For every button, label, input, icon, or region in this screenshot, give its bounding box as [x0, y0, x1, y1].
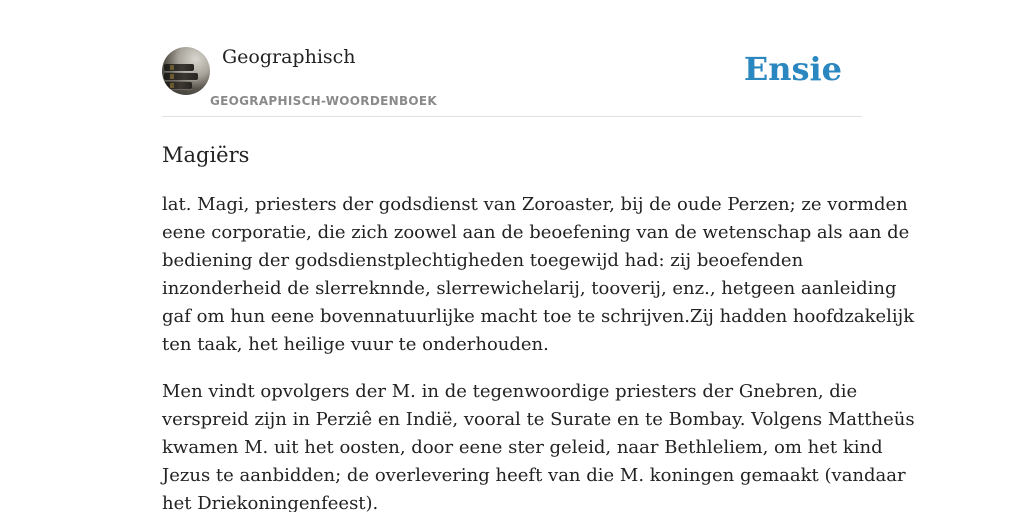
text-line: kwamen M. uit het oosten, door eene ster geleid, naar Bethleliem, om het kind — [162, 437, 883, 458]
source-subtitle[interactable]: GEOGRAPHISCH-WOORDENBOEK — [210, 94, 437, 108]
book-shape — [164, 64, 194, 71]
article-paragraph — [162, 378, 915, 512]
text-line: lat. Magi, priesters der godsdienst van Zoroaster, bij de oude Perzen; ze vormden — [162, 194, 908, 215]
text-line: bediening der godsdienstplechtigheden toegewijd had: zij beoefenden — [162, 250, 804, 271]
text-line: inzonderheid de slerreknnde, slerrewichelarij, tooverij, enz., hetgeen aanleiding — [162, 278, 897, 299]
text-line: ten taak, het heilige vuur te onderhouden. — [162, 334, 549, 355]
text-line: Men vindt opvolgers der M. in de tegenwoordige priesters der Gnebren, die — [162, 381, 858, 402]
header — [162, 0, 862, 117]
text-line: gaf om hun eene bovennatuurlijke macht toe te schrijven.Zij hadden hoofdzakelijk — [162, 306, 915, 327]
brand-logo[interactable]: Ensie — [743, 50, 842, 88]
text-line: het Driekoningenfeest). — [162, 493, 379, 512]
book-shape — [164, 82, 192, 89]
article — [162, 140, 915, 512]
text-line: eene corporatie, die zich zoowel aan de beoefening van de wetenschap als aan de — [162, 222, 910, 243]
books-avatar-icon[interactable] — [162, 47, 210, 95]
book-shape — [164, 73, 198, 80]
text-line: verspreid zijn in Perziê en Indië, vooral te Surate en te Bombay. Volgens Mattheüs — [162, 409, 915, 430]
article-paragraph — [162, 191, 915, 359]
text-line: Jezus te aanbidden; de overlevering heeft van die M. koningen gemaakt (vandaar — [162, 465, 906, 486]
article-title: Magiërs — [162, 143, 250, 167]
source-title[interactable]: Geographisch — [222, 46, 356, 68]
